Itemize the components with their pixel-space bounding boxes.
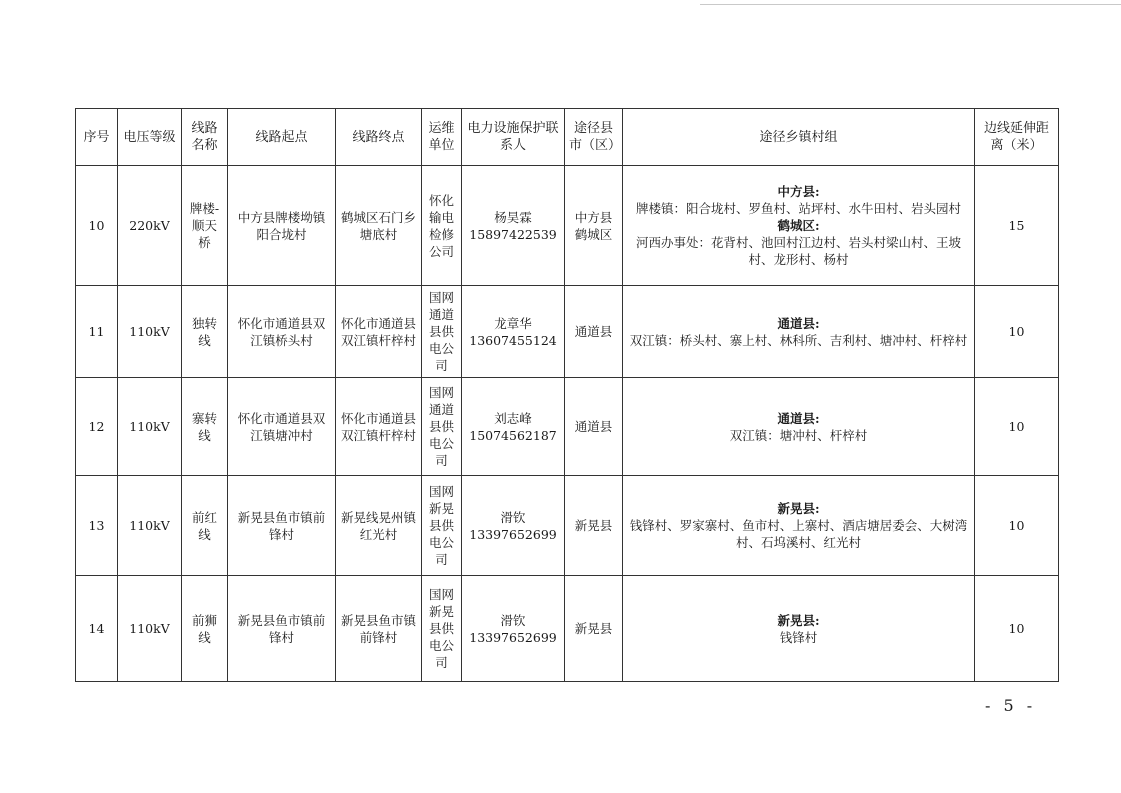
cell-operator: 怀化输电检修公司 <box>422 166 462 286</box>
cell-start: 怀化市通道县双江镇桥头村 <box>228 286 336 378</box>
cell-operator: 国网通道县供电公司 <box>422 378 462 476</box>
cell-no: 10 <box>76 166 118 286</box>
table-row <box>76 166 1059 286</box>
contact-phone: 13397652699 <box>469 629 557 645</box>
power-line-table <box>75 108 1059 682</box>
route-county-heading: 通道县: <box>777 410 820 426</box>
cell-voltage: 110kV <box>118 576 182 682</box>
cell-end: 鹤城区石门乡塘底村 <box>336 166 422 286</box>
header-line-name: 线路名称 <box>182 109 228 166</box>
cell-start: 新晃县鱼市镇前锋村 <box>228 476 336 576</box>
cell-villages <box>623 166 975 286</box>
table-row <box>76 576 1059 682</box>
route-villages-text: 钱锋村、罗家寨村、鱼市村、上寨村、酒店塘居委会、大树湾村、石坞溪村、红光村 <box>629 518 968 550</box>
cell-county: 通道县 <box>565 378 623 476</box>
cell-line-name: 独转线 <box>182 286 228 378</box>
header-end: 线路终点 <box>336 109 422 166</box>
cell-line-name: 牌楼-顺天桥 <box>182 166 228 286</box>
cell-contact <box>462 576 565 682</box>
cell-villages <box>623 476 975 576</box>
route-villages-text: 牌楼镇：阳合垅村、罗鱼村、站坪村、水牛田村、岩头园村 <box>635 201 961 216</box>
route-villages-text: 钱锋村 <box>779 629 818 645</box>
table-row <box>76 286 1059 378</box>
cell-no: 14 <box>76 576 118 682</box>
page-number: - 5 - <box>985 696 1037 715</box>
cell-county: 新晃县 <box>565 476 623 576</box>
cell-end: 新晃线晃州镇红光村 <box>336 476 422 576</box>
cell-line-name: 前狮线 <box>182 576 228 682</box>
cell-operator: 国网新晃县供电公司 <box>422 476 462 576</box>
cell-operator: 国网通道县供电公司 <box>422 286 462 378</box>
contact-phone: 15897422539 <box>469 226 557 242</box>
cell-county: 新晃县 <box>565 576 623 682</box>
route-villages-text: 双江镇：桥头村、寨上村、林科所、吉利村、塘冲村、杆梓村 <box>629 332 968 348</box>
contact-name: 滑钦 <box>500 612 526 628</box>
cell-voltage: 220kV <box>118 166 182 286</box>
header-voltage: 电压等级 <box>118 109 182 166</box>
route-county-heading: 中方县: <box>777 184 820 199</box>
contact-name: 刘志峰 <box>494 410 532 426</box>
table-row <box>76 476 1059 576</box>
route-villages-text: 河西办事处：花背村、池回村江边村、岩头村梁山村、王坡村、龙形村、杨村 <box>635 235 961 267</box>
cell-villages <box>623 576 975 682</box>
cell-no: 12 <box>76 378 118 476</box>
route-county-heading: 鹤城区: <box>777 218 820 233</box>
route-county-heading: 新晃县: <box>777 501 820 516</box>
route-county-heading: 通道县: <box>777 315 820 331</box>
cell-voltage: 110kV <box>118 476 182 576</box>
cell-villages <box>623 286 975 378</box>
contact-name: 龙章华 <box>494 315 532 331</box>
cell-contact <box>462 166 565 286</box>
cell-distance: 10 <box>975 286 1059 378</box>
cell-county: 通道县 <box>565 286 623 378</box>
header-county: 途径县市（区） <box>565 109 623 166</box>
header-start: 线路起点 <box>228 109 336 166</box>
cell-line-name: 寨转线 <box>182 378 228 476</box>
header-operator: 运维单位 <box>422 109 462 166</box>
cell-voltage: 110kV <box>118 378 182 476</box>
header-contact: 电力设施保护联系人 <box>462 109 565 166</box>
cell-end: 怀化市通道县双江镇杆梓村 <box>336 286 422 378</box>
contact-phone: 13607455124 <box>469 332 557 348</box>
header-distance: 边线延伸距离（米） <box>975 109 1059 166</box>
cell-distance: 15 <box>975 166 1059 286</box>
route-county-heading: 新晃县: <box>777 612 820 628</box>
cell-start: 中方县牌楼坳镇阳合垅村 <box>228 166 336 286</box>
contact-name: 杨昊霖 <box>494 209 532 225</box>
cell-start: 新晃县鱼市镇前锋村 <box>228 576 336 682</box>
header-no: 序号 <box>76 109 118 166</box>
cell-contact <box>462 378 565 476</box>
cell-no: 11 <box>76 286 118 378</box>
top-scan-rule <box>700 4 1121 5</box>
contact-phone: 15074562187 <box>469 427 557 443</box>
cell-contact <box>462 476 565 576</box>
cell-villages <box>623 378 975 476</box>
cell-voltage: 110kV <box>118 286 182 378</box>
cell-no: 13 <box>76 476 118 576</box>
cell-start: 怀化市通道县双江镇塘冲村 <box>228 378 336 476</box>
cell-distance: 10 <box>975 378 1059 476</box>
cell-end: 怀化市通道县双江镇杆梓村 <box>336 378 422 476</box>
cell-end: 新晃县鱼市镇前锋村 <box>336 576 422 682</box>
contact-name: 滑钦 <box>500 509 526 525</box>
header-villages: 途径乡镇村组 <box>623 109 975 166</box>
table-row <box>76 378 1059 476</box>
contact-phone: 13397652699 <box>469 526 557 542</box>
cell-county: 中方县鹤城区 <box>565 166 623 286</box>
cell-line-name: 前红线 <box>182 476 228 576</box>
cell-distance: 10 <box>975 476 1059 576</box>
cell-operator: 国网新晃县供电公司 <box>422 576 462 682</box>
route-villages-text: 双江镇：塘冲村、杆梓村 <box>729 427 868 443</box>
table-header-row <box>76 109 1059 166</box>
cell-distance: 10 <box>975 576 1059 682</box>
cell-contact <box>462 286 565 378</box>
